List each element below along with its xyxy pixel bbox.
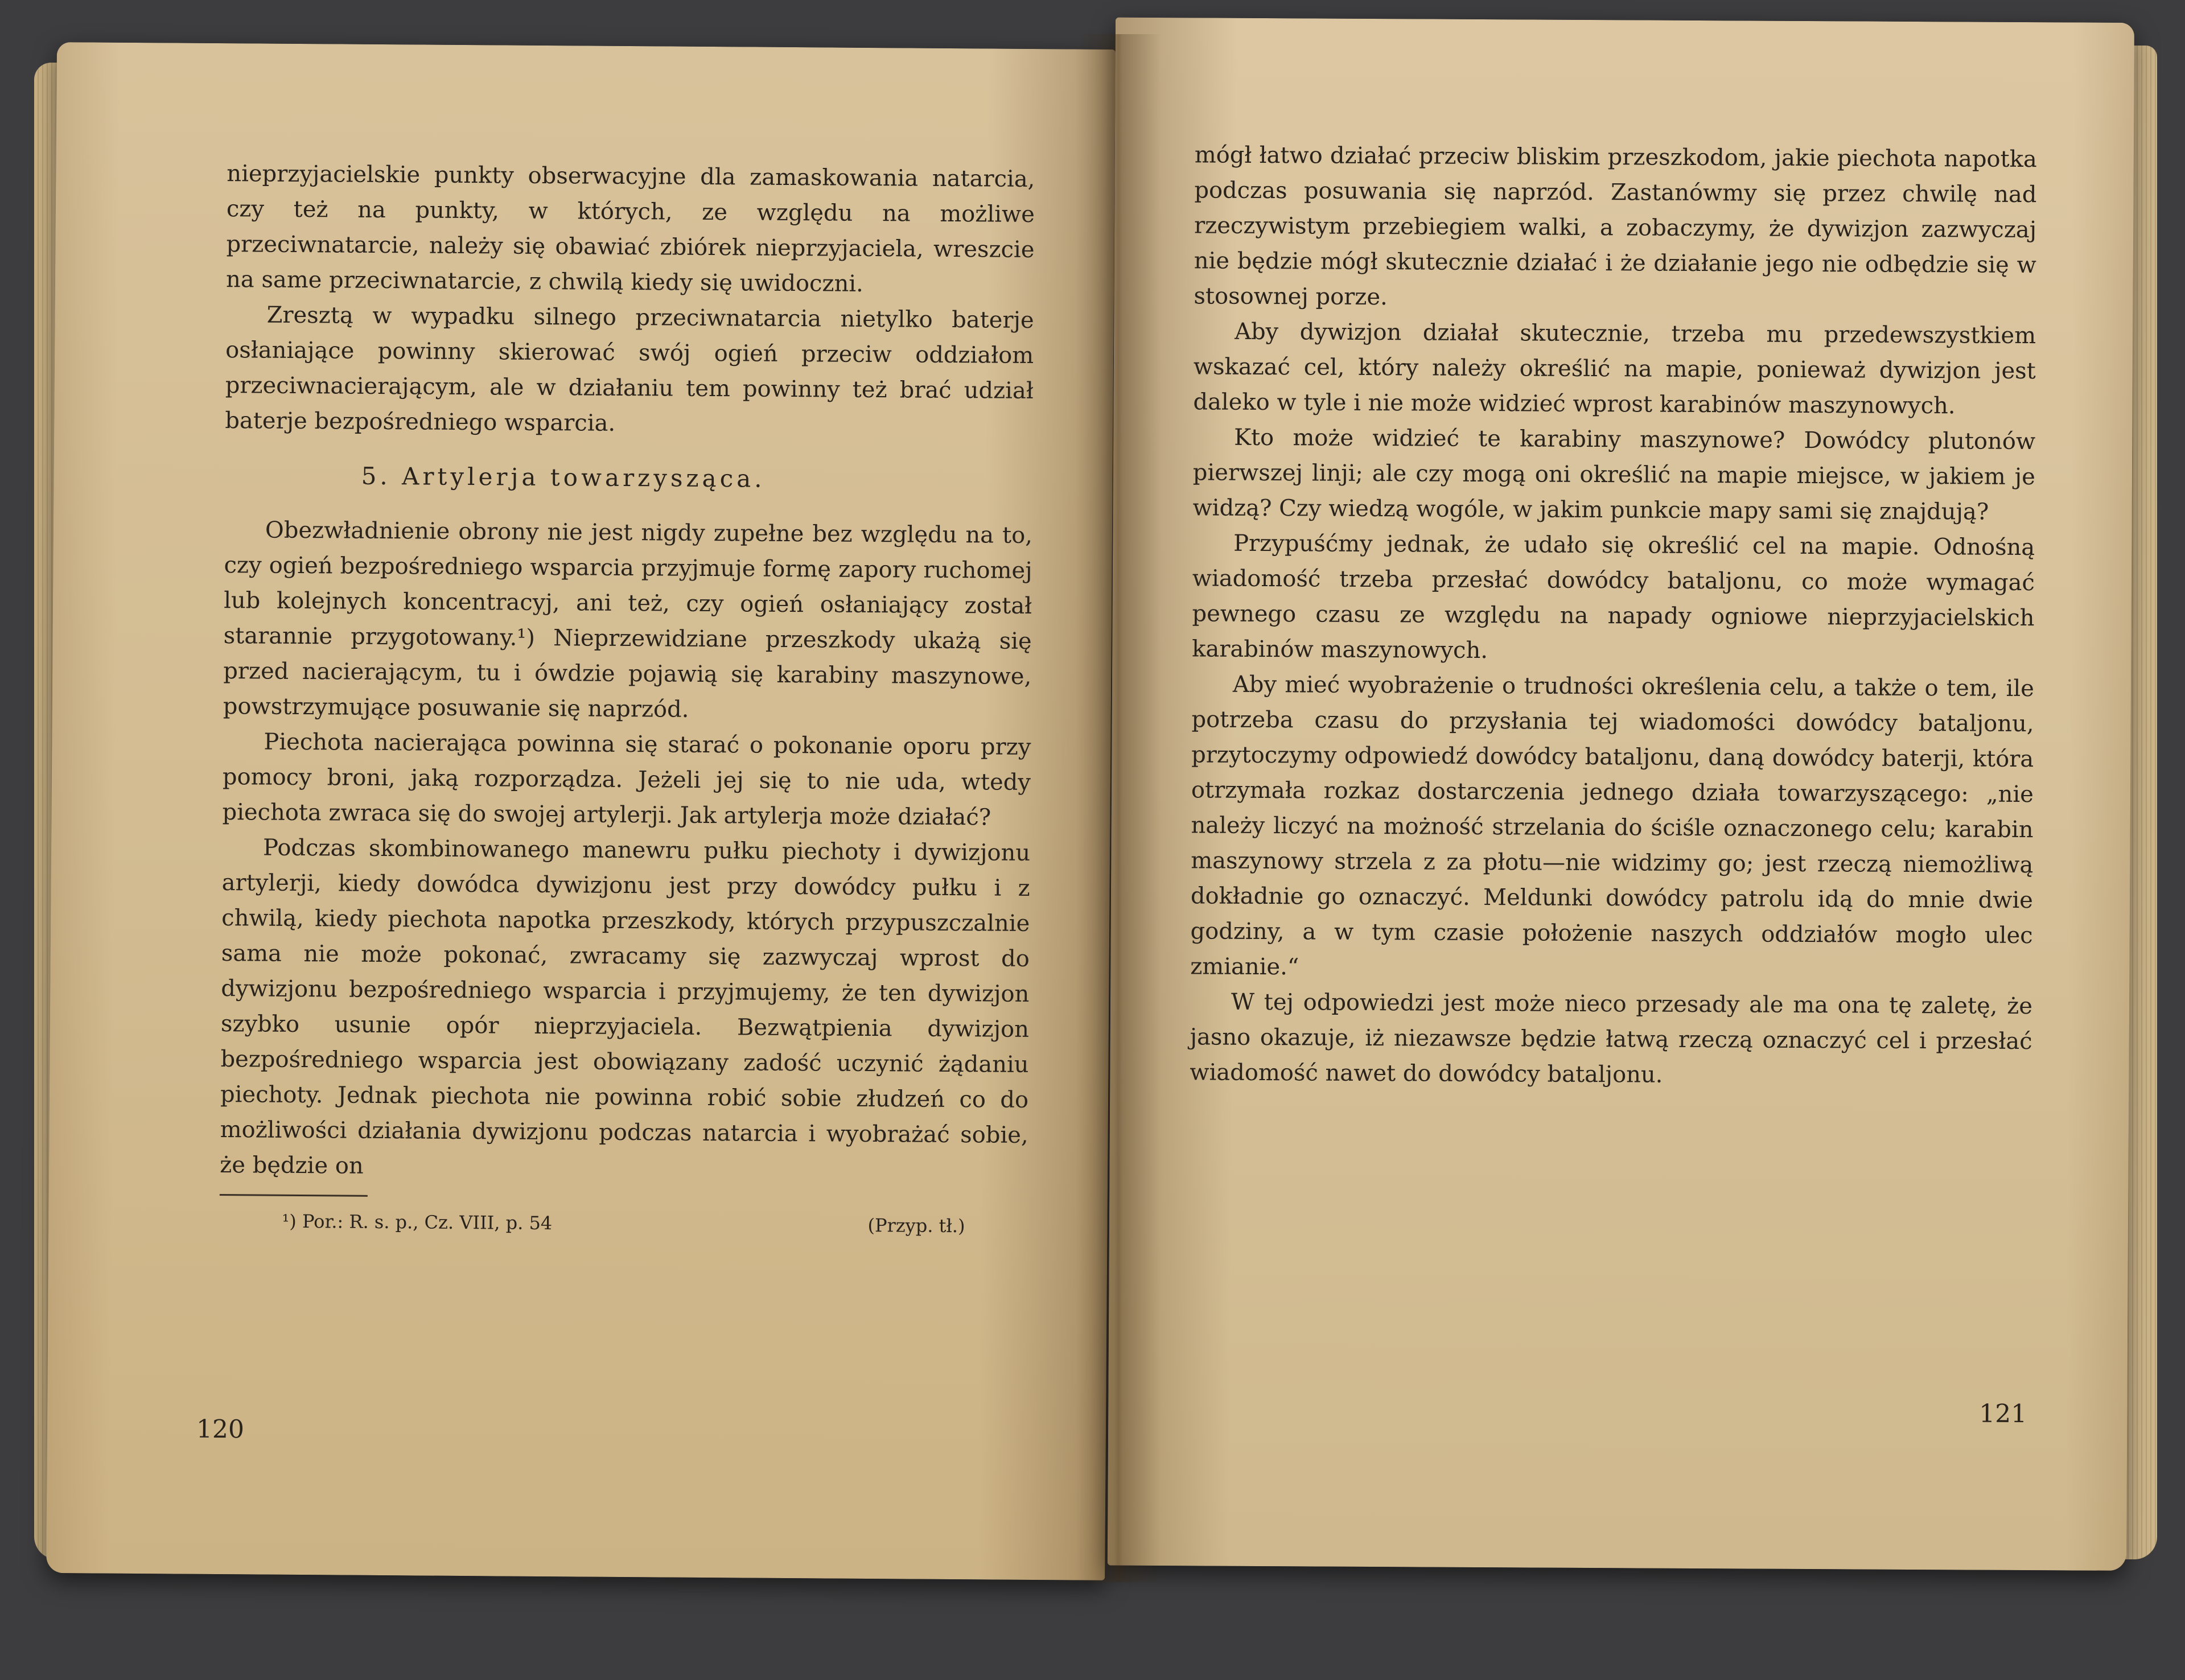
paragraph: Aby mieć wyobrażenie o trudności określenia celu, a także o tem, ile potrzeba czasu do przysłania tej wiadomości dowódcy bataljonu, przytoczymy odpowiedź dowódcy bataljonu, daną dowódcy baterji, która otrzymała rozkaz dostarczenia jednego działa towarzyszącego: „nie należy liczyć na możność strzelania do ściśle oznaczonego celu; karabin maszynowy strzela z za płotu—nie widzimy go; jest rzeczą niemożliwą dokładnie go oznaczyć. Meldunki dowódcy patrolu idą do mnie dwie godziny, a w tym czasie położenie naszych oddziałów mogło ulec zmianie.“ xyxy=(1190,671,2034,981)
left-page xyxy=(46,42,1116,1580)
paragraph: mógł łatwo działać przeciw bliskim przeszkodom, jakie piechota napotka podczas posuwania się naprzód. Zastanówmy się przez chwilę nad rzeczywistym przebiegiem walki, a zobaczymy, że dywizjon zazwyczaj nie będzie mógł skutecznie działać i że działanie jego nie odbędzie się w stosownej porze. xyxy=(1194,142,2037,311)
right-page xyxy=(1108,18,2134,1571)
left-page-text xyxy=(219,156,1035,1239)
page-number-right: 121 xyxy=(1979,1399,2027,1429)
footnote xyxy=(219,1208,1027,1239)
paragraph: Obezwładnienie obrony nie jest nigdy zupełne bez względu na to, czy ogień bezpośredniego wsparcia przyjmuje formę zapory ruchomej lub kolejnych koncentracyj, ani też, czy ogień osłaniający został starannie przygotowany.¹) Nieprzewidziane przeszkody ukażą się przed nacierającym, tu i ówdzie pojawią się karabiny maszynowe, powstrzymujące posuwanie się naprzód. xyxy=(223,517,1033,723)
section-heading: 5. Artylerja towarzysząca. xyxy=(361,462,766,493)
paragraph: Kto może widzieć te karabiny maszynowe? Dowódcy plutonów pierwszej linji; ale czy mogą oni określić na mapie miejsce, w jakiem je widzą? Czy wiedzą wogóle, w jakim punkcie mapy sami się znajdują? xyxy=(1192,424,2036,525)
footnote-reference: ¹) Por.: R. s. p., Cz. VIII, p. 54 xyxy=(282,1210,553,1234)
paragraph: Przypuśćmy jednak, że udało się określić cel na mapie. Odnośną wiadomość trzeba przesłać dowódcy bataljonu, co może wymagać pewnego czasu ze względu na napady ogniowe nieprzyjacielskich karabinów maszynowych. xyxy=(1192,530,2035,664)
paragraph: Podczas skombinowanego manewru pułku piechoty i dywizjonu artylerji, kiedy dowódca dywizjonu jest przy dowódcy pułku i z chwilą, kiedy piechota napotka przeszkody, których przypuszczalnie sama nie może pokonać, zwracamy się zazwyczaj wprost do dywizjonu bezpośredniego wsparcia i przyjmujemy, że ten dywizjon szybko usunie opór nieprzyjaciela. Bezwątpienia dywizjon bezpośredniego wsparcia jest obowiązany zadość uczynić żądaniu piechoty. Jednak piechota nie powinna robić sobie złudzeń co do możliwości działania dywizjonu podczas natarcia i wyobrażać sobie, że będzie on xyxy=(220,834,1031,1179)
paragraph: nieprzyjacielskie punkty obserwacyjne dla zamaskowania natarcia, czy też na punkty, w których, ze względu na możliwe przeciwnatarcie, należy się obawiać zbiórek nieprzyjaciela, wreszcie na same przeciwnatarcie, z chwilą kiedy się uwidoczni. xyxy=(225,160,1035,297)
paragraph: Aby dywizjon działał skutecznie, trzeba mu przedewszystkiem wskazać cel, który należy określić na mapie, ponieważ dywizjon jest daleko w tyle i nie może widzieć wprost karabinów maszynowych. xyxy=(1193,318,2036,419)
paragraph: Piechota nacierająca powinna się starać o pokonanie oporu przy pomocy broni, jaką rozporządza. Jeżeli jej się to nie uda, wtedy piechota zwraca się do swojej artylerji. Jak artylerja może działać? xyxy=(222,728,1031,831)
paragraph: W tej odpowiedzi jest może nieco przesady ale ma ona tę zaletę, że jasno okazuje, iż niezawsze będzie łatwą rzeczą oznaczyć cel i przesłać wiadomość nawet do dowódcy bataljonu. xyxy=(1190,989,2033,1088)
paragraph: Zresztą w wypadku silnego przeciwnatarcia nietylko baterje osłaniające powinny skierować swój ogień przeciw oddziałom przeciwnacierającym, ale w działaniu tem powinny też brać udział baterje bezpośredniego wsparcia. xyxy=(225,302,1034,437)
footnote-note: (Przyp. tł.) xyxy=(867,1214,965,1237)
footnote-rule xyxy=(220,1194,368,1197)
page-number-left: 120 xyxy=(196,1414,245,1444)
right-page-text xyxy=(1190,137,2037,1094)
